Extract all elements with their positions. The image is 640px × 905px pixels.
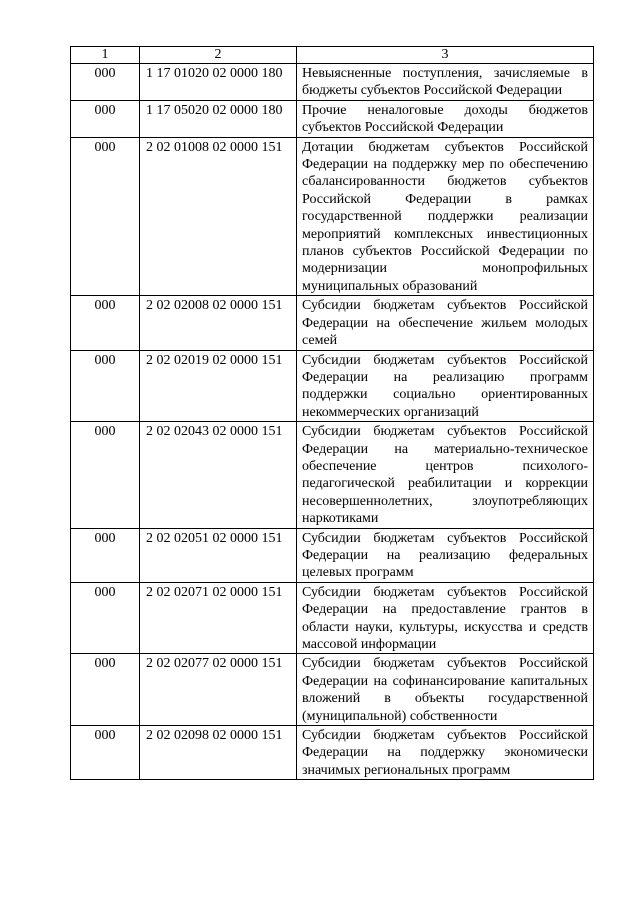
income-name-cell: Субсидии бюджетам субъектов Российской Федерации на обеспечение жильем молодых семей: [297, 296, 594, 350]
budget-code-cell: 2 02 02051 02 0000 151: [140, 528, 297, 582]
table-row: [71, 582, 594, 654]
table-row: [71, 350, 594, 422]
table-row: [71, 137, 594, 296]
budget-code-cell: 2 02 02043 02 0000 151: [140, 422, 297, 528]
admin-code-cell: 000: [71, 100, 140, 137]
income-name-cell: Субсидии бюджетам субъектов Российской Федерации на реализацию федеральных целевых программ: [297, 528, 594, 582]
admin-code-cell: 000: [71, 137, 140, 296]
budget-code-cell: 1 17 01020 02 0000 180: [140, 64, 297, 101]
income-name-cell: Субсидии бюджетам субъектов Российской Федерации на софинансирование капитальных вложений в объекты государственной (муниципальной) собственности: [297, 654, 594, 726]
admin-code-cell: 000: [71, 654, 140, 726]
income-name-cell: Прочие неналоговые доходы бюджетов субъектов Российской Федерации: [297, 100, 594, 137]
table-header-row: [71, 47, 594, 64]
document-page: [70, 46, 593, 780]
column-header-1: 1: [71, 47, 140, 64]
table-row: [71, 528, 594, 582]
table-row: [71, 654, 594, 726]
admin-code-cell: 000: [71, 726, 140, 780]
admin-code-cell: 000: [71, 296, 140, 350]
income-name-cell: Субсидии бюджетам субъектов Российской Федерации на поддержку экономически значимых региональных программ: [297, 726, 594, 780]
admin-code-cell: 000: [71, 422, 140, 528]
budget-code-cell: 2 02 02077 02 0000 151: [140, 654, 297, 726]
column-header-3: 3: [297, 47, 594, 64]
column-header-2: 2: [140, 47, 297, 64]
budget-code-cell: 2 02 02071 02 0000 151: [140, 582, 297, 654]
income-name-cell: Субсидии бюджетам субъектов Российской Федерации на предоставление грантов в области науки, культуры, искусства и средств массовой информации: [297, 582, 594, 654]
income-name-cell: Дотации бюджетам субъектов Российской Федерации на поддержку мер по обеспечению сбалансированности бюджетов субъектов Российской Федерации в рамках государственной поддержки реализации мероприятий комплексных инвестиционных планов субъектов Российской Федерации по модернизации монопрофильных муниципальных образований: [297, 137, 594, 296]
admin-code-cell: 000: [71, 350, 140, 422]
table-row: [71, 296, 594, 350]
budget-code-cell: 2 02 02019 02 0000 151: [140, 350, 297, 422]
table-row: [71, 422, 594, 528]
table-row: [71, 64, 594, 101]
table-row: [71, 726, 594, 780]
admin-code-cell: 000: [71, 528, 140, 582]
table-row: [71, 100, 594, 137]
budget-code-cell: 1 17 05020 02 0000 180: [140, 100, 297, 137]
income-name-cell: Невыясненные поступления, зачисляемые в бюджеты субъектов Российской Федерации: [297, 64, 594, 101]
income-name-cell: Субсидии бюджетам субъектов Российской Федерации на материально-техническое обеспечение центров психолого-педагогической реабилитации и коррекции несовершеннолетних, злоупотребляющих наркотиками: [297, 422, 594, 528]
income-name-cell: Субсидии бюджетам субъектов Российской Федерации на реализацию программ поддержки социально ориентированных некоммерческих организаций: [297, 350, 594, 422]
budget-code-cell: 2 02 02098 02 0000 151: [140, 726, 297, 780]
admin-code-cell: 000: [71, 64, 140, 101]
budget-code-cell: 2 02 01008 02 0000 151: [140, 137, 297, 296]
admin-code-cell: 000: [71, 582, 140, 654]
budget-code-cell: 2 02 02008 02 0000 151: [140, 296, 297, 350]
budget-codes-table: [70, 46, 594, 780]
